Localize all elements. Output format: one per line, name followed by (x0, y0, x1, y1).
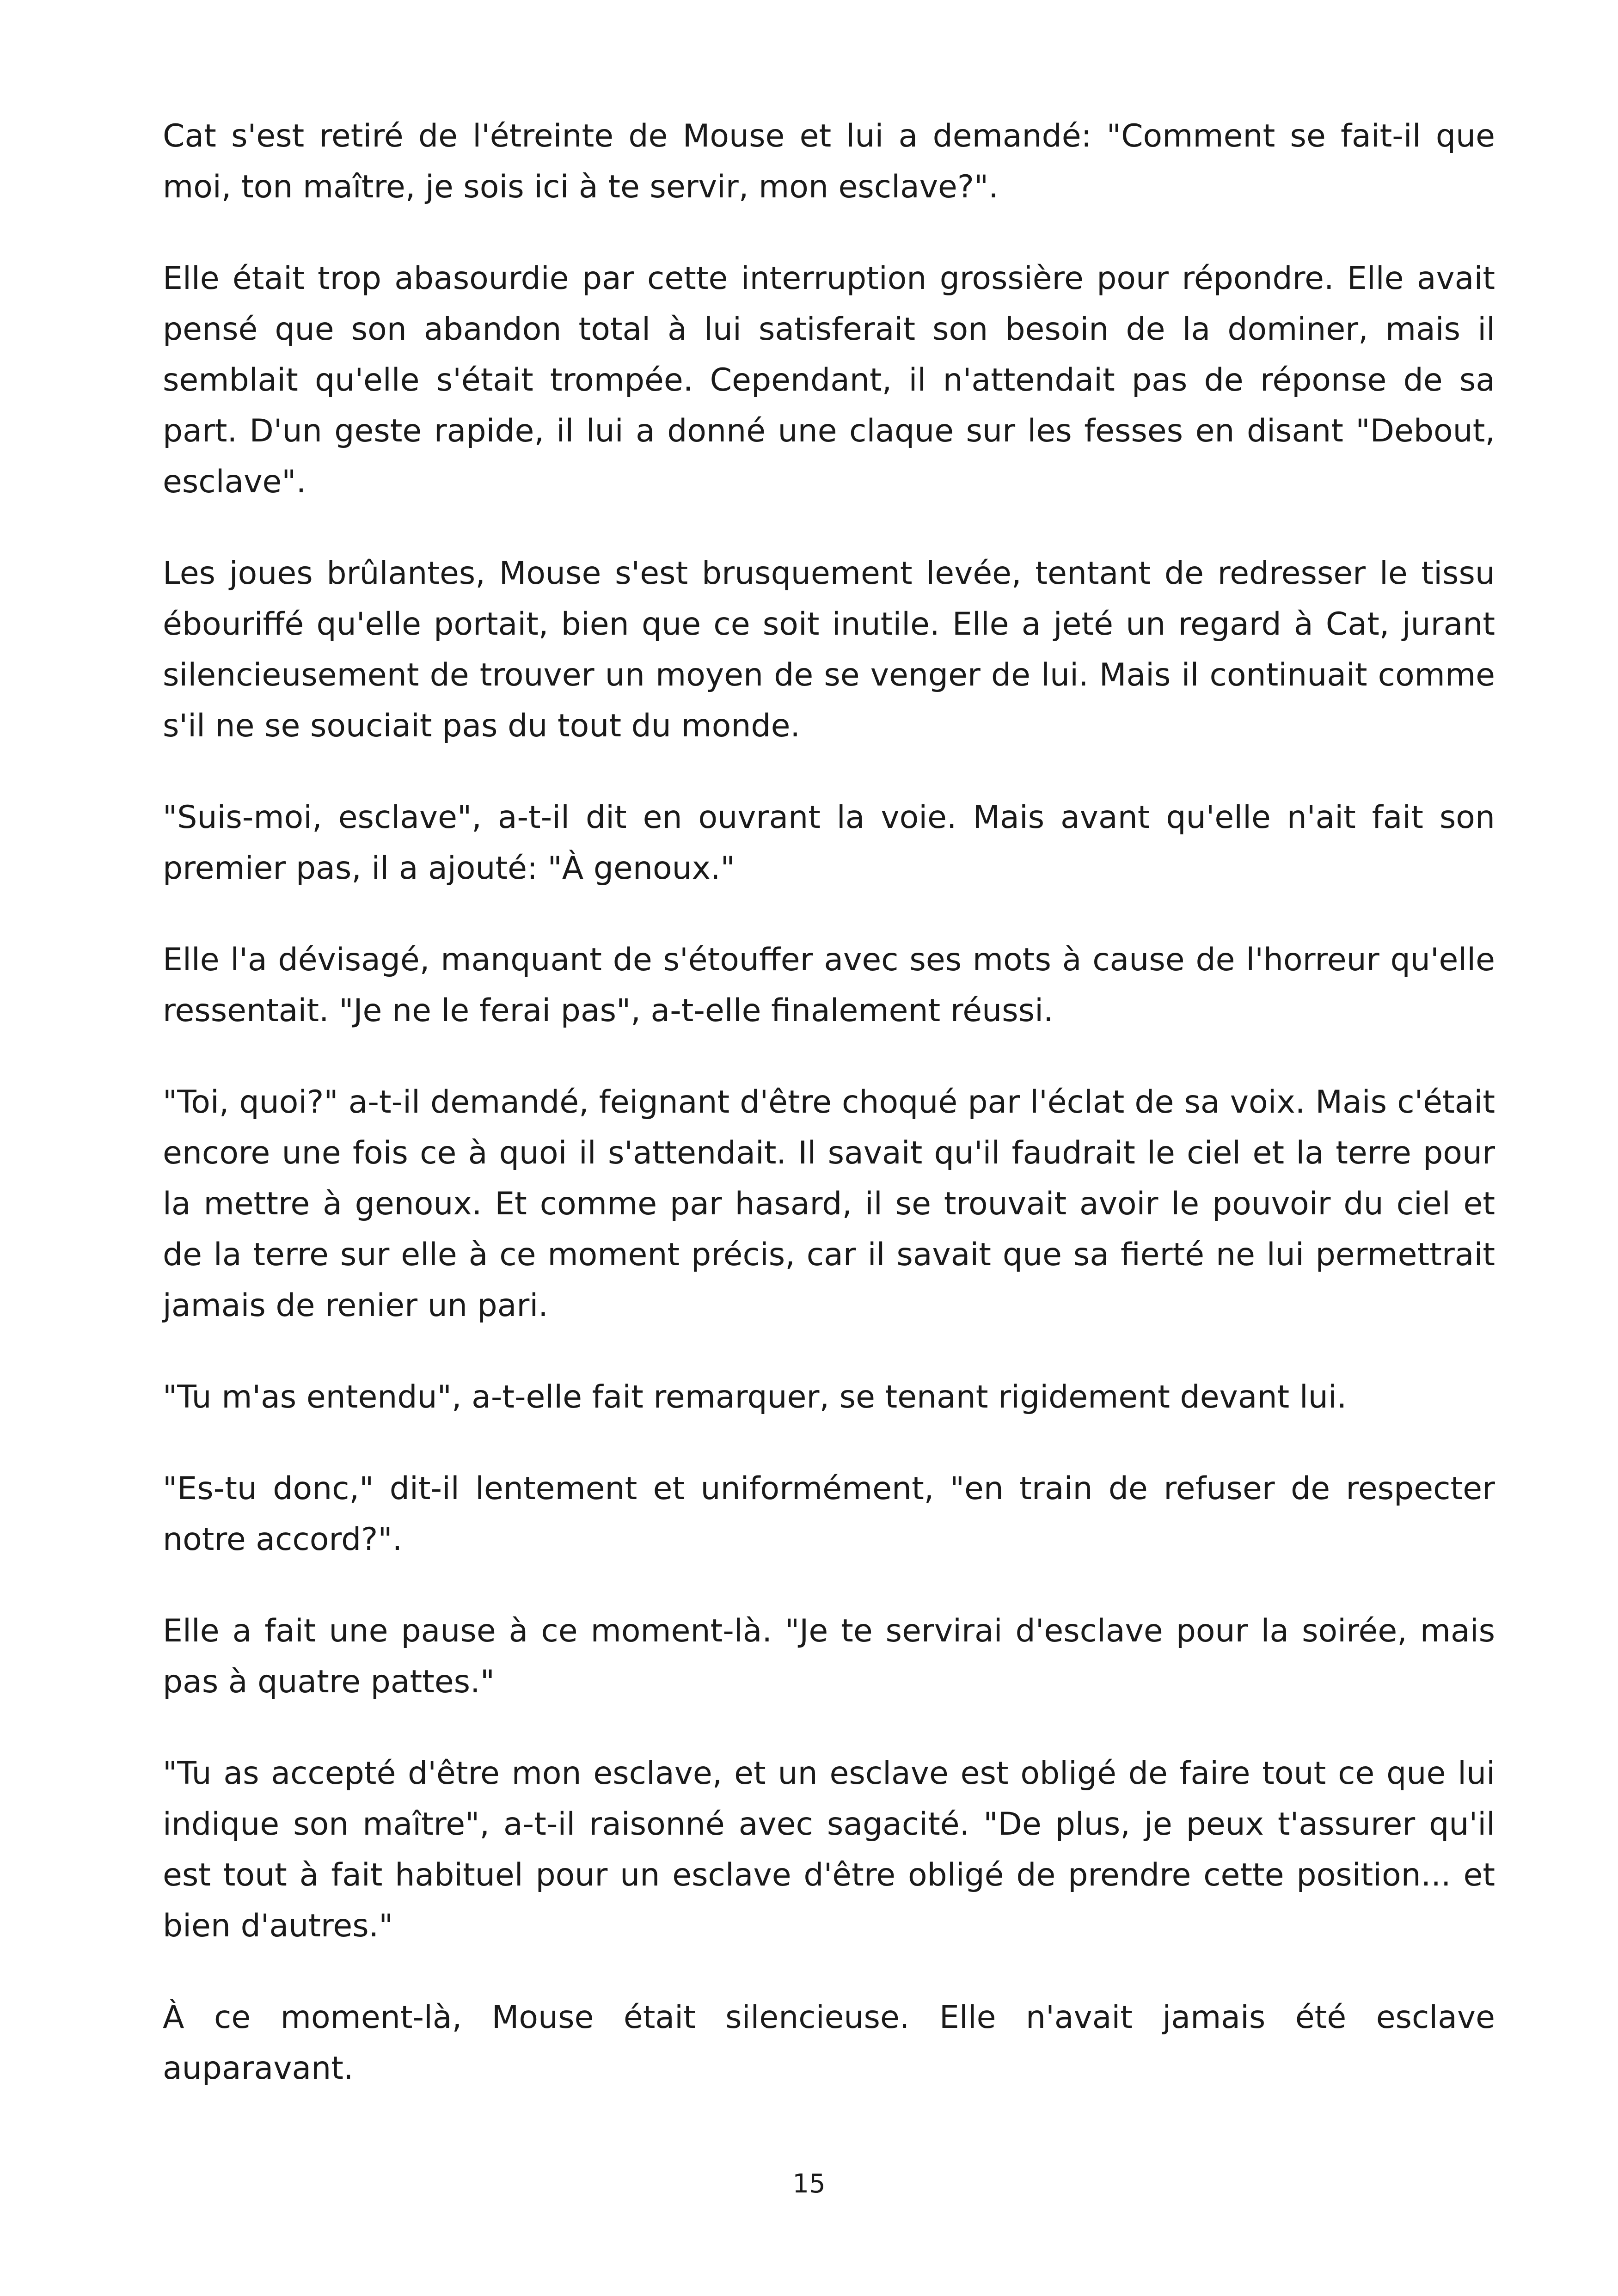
paragraph-2: Elle était trop abasourdie par cette interruption grossière pour répondre. Elle avait pensé que son abandon total à lui satisferait son besoin de la dominer, mais il semblait qu'elle s'était trompée. Cependant, il n'attendait pas de réponse de sa part. D'un geste rapide, il lui a donné une claque sur les fesses en disant "Debout, esclave". (163, 260, 1495, 500)
paragraph-6: "Toi, quoi?" a-t-il demandé, feignant d'être choqué par l'éclat de sa voix. Mais c'était encore une fois ce à quoi il s'attendait. Il savait qu'il faudrait le ciel et la terre pour la mettre à genoux. Et comme par hasard, il se trouvait avoir le pouvoir du ciel et de la terre sur elle à ce moment précis, car il savait que sa fierté ne lui permettrait jamais de renier un pari. (163, 1084, 1495, 1324)
paragraph-10: "Tu as accepté d'être mon esclave, et un esclave est obligé de faire tout ce que lui indique son maître", a-t-il raisonné avec sagacité. "De plus, je peux t'assurer qu'il est tout à fait habituel pour un esclave d'être obligé de prendre cette position... et bien d'autres." (163, 1755, 1495, 1944)
paragraph-7: "Tu m'as entendu", a-t-elle fait remarquer, se tenant rigidement devant lui. (163, 1379, 1347, 1415)
paragraph-5: Elle l'a dévisagé, manquant de s'étouffer avec ses mots à cause de l'horreur qu'elle ressentait. "Je ne le ferai pas", a-t-elle finalement réussi. (163, 942, 1495, 1029)
body-text (163, 111, 1495, 2094)
paragraph-8: "Es-tu donc," dit-il lentement et uniformément, "en train de refuser de respecter notre accord?". (163, 1470, 1495, 1558)
paragraph-4: "Suis-moi, esclave", a-t-il dit en ouvrant la voie. Mais avant qu'elle n'ait fait son premier pas, il a ajouté: "À genoux." (163, 799, 1495, 887)
paragraph-3: Les joues brûlantes, Mouse s'est brusquement levée, tentant de redresser le tissu ébouriffé qu'elle portait, bien que ce soit inutile. Elle a jeté un regard à Cat, jurant silencieusement de trouver un moyen de se venger de lui. Mais il continuait comme s'il ne se souciait pas du tout du monde. (163, 555, 1495, 744)
paragraph-1: Cat s'est retiré de l'étreinte de Mouse et lui a demandé: "Comment se fait-il que moi, ton maître, je sois ici à te servir, mon esclave?". (163, 118, 1495, 205)
page-number: 15 (792, 2169, 826, 2199)
paragraph-11: À ce moment-là, Mouse était silencieuse. Elle n'avait jamais été esclave auparavant. (163, 1999, 1495, 2087)
paragraph-9: Elle a fait une pause à ce moment-là. "Je te servirai d'esclave pour la soirée, mais pas à quatre pattes." (163, 1613, 1495, 1700)
